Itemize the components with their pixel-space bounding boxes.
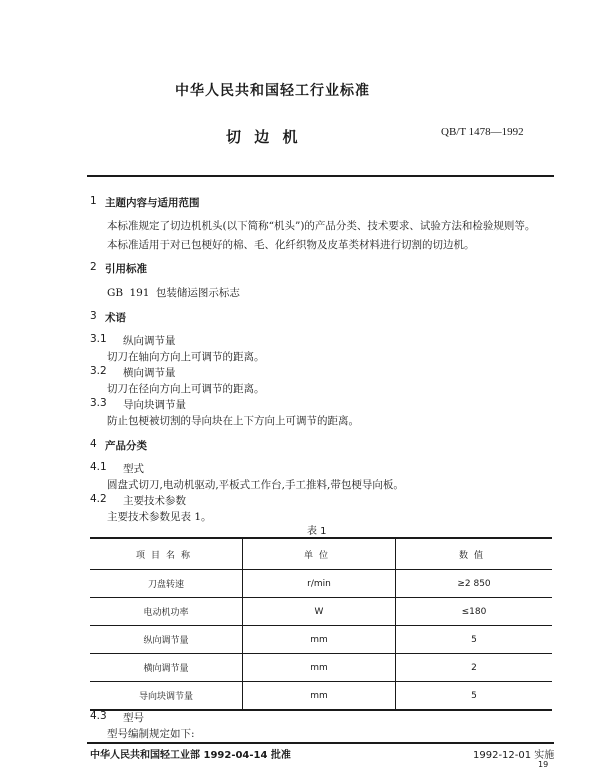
- clause-3-2-number: 3.2: [90, 365, 107, 377]
- row-item: 刀盘转速: [90, 570, 243, 598]
- table-header-row: [90, 538, 552, 570]
- clause-3-3-definition: 防止包梗被切割的导向块在上下方向上可调节的距离。: [107, 415, 359, 427]
- clause-3-2-term: 横向调节量: [123, 367, 176, 379]
- clause-3-3-number: 3.3: [90, 397, 107, 409]
- section-1-para-1: 本标准规定了切边机机头(以下简称“机头”)的产品分类、技术要求、试验方法和检验规则等。: [107, 220, 536, 232]
- row-value: ≤180: [396, 598, 553, 626]
- clause-3-3-term: 导向块调节量: [123, 399, 186, 411]
- clause-3-1-number: 3.1: [90, 333, 107, 345]
- header-rule: [87, 175, 554, 177]
- row-item: 导向块调节量: [90, 682, 243, 711]
- org-title: 中华人民共和国轻工行业标准: [175, 83, 370, 99]
- table-row: [90, 570, 552, 598]
- row-unit: mm: [243, 626, 396, 654]
- row-unit: r/min: [243, 570, 396, 598]
- row-unit: mm: [243, 682, 396, 711]
- effective-date: 1992-12-01 实施: [473, 750, 555, 761]
- row-item: 横向调节量: [90, 654, 243, 682]
- footer-rule: [87, 742, 554, 744]
- row-item: 电动机功率: [90, 598, 243, 626]
- section-2-number: 2: [90, 261, 97, 273]
- section-4-title: 产品分类: [105, 440, 147, 452]
- section-1-para-2: 本标准适用于对已包梗好的棉、毛、化纤织物及皮革类材料进行切割的切边机。: [107, 239, 475, 251]
- section-2-title: 引用标准: [105, 263, 147, 275]
- section-2-reference: GB 191 包装储运图示标志: [107, 287, 240, 299]
- table-row: [90, 626, 552, 654]
- clause-4-3-number: 4.3: [90, 710, 107, 722]
- table-caption: 表 1: [307, 526, 327, 537]
- row-value: 2: [396, 654, 553, 682]
- section-3-number: 3: [90, 310, 97, 322]
- clause-4-1-text: 圆盘式切刀,电动机驱动,平板式工作台,手工推料,带包梗导向板。: [107, 479, 404, 491]
- clause-4-3-text: 型号编制规定如下:: [107, 728, 195, 740]
- row-value: 5: [396, 682, 553, 711]
- table-row: [90, 682, 552, 711]
- parameters-table: [90, 537, 552, 711]
- doc-title: 切 边 机: [226, 128, 298, 146]
- page-number: 19: [538, 760, 549, 769]
- clause-4-3-title: 型号: [123, 712, 144, 724]
- section-3-title: 术语: [105, 312, 126, 324]
- header-value: 数值: [396, 538, 553, 570]
- section-1-title: 主题内容与适用范围: [105, 197, 200, 209]
- row-unit: W: [243, 598, 396, 626]
- table-row: [90, 598, 552, 626]
- row-item: 纵向调节量: [90, 626, 243, 654]
- header-unit: 单位: [243, 538, 396, 570]
- approval-statement: 中华人民共和国轻工业部 1992-04-14 批准: [90, 750, 291, 761]
- section-4-number: 4: [90, 438, 97, 450]
- clause-4-2-number: 4.2: [90, 493, 107, 505]
- clause-4-1-title: 型式: [123, 463, 144, 475]
- section-1-number: 1: [90, 195, 97, 207]
- clause-3-1-definition: 切刀在轴向方向上可调节的距离。: [107, 351, 265, 363]
- header-item-name: 项目名称: [90, 538, 243, 570]
- row-value: 5: [396, 626, 553, 654]
- clause-3-1-term: 纵向调节量: [123, 335, 176, 347]
- clause-4-1-number: 4.1: [90, 461, 107, 473]
- table-row: [90, 654, 552, 682]
- clause-3-2-definition: 切刀在径向方向上可调节的距离。: [107, 383, 265, 395]
- clause-4-2-text: 主要技术参数见表 1。: [107, 511, 212, 523]
- clause-4-2-title: 主要技术参数: [123, 495, 186, 507]
- row-value: ≥2 850: [396, 570, 553, 598]
- standard-number: QB/T 1478—1992: [441, 126, 524, 138]
- row-unit: mm: [243, 654, 396, 682]
